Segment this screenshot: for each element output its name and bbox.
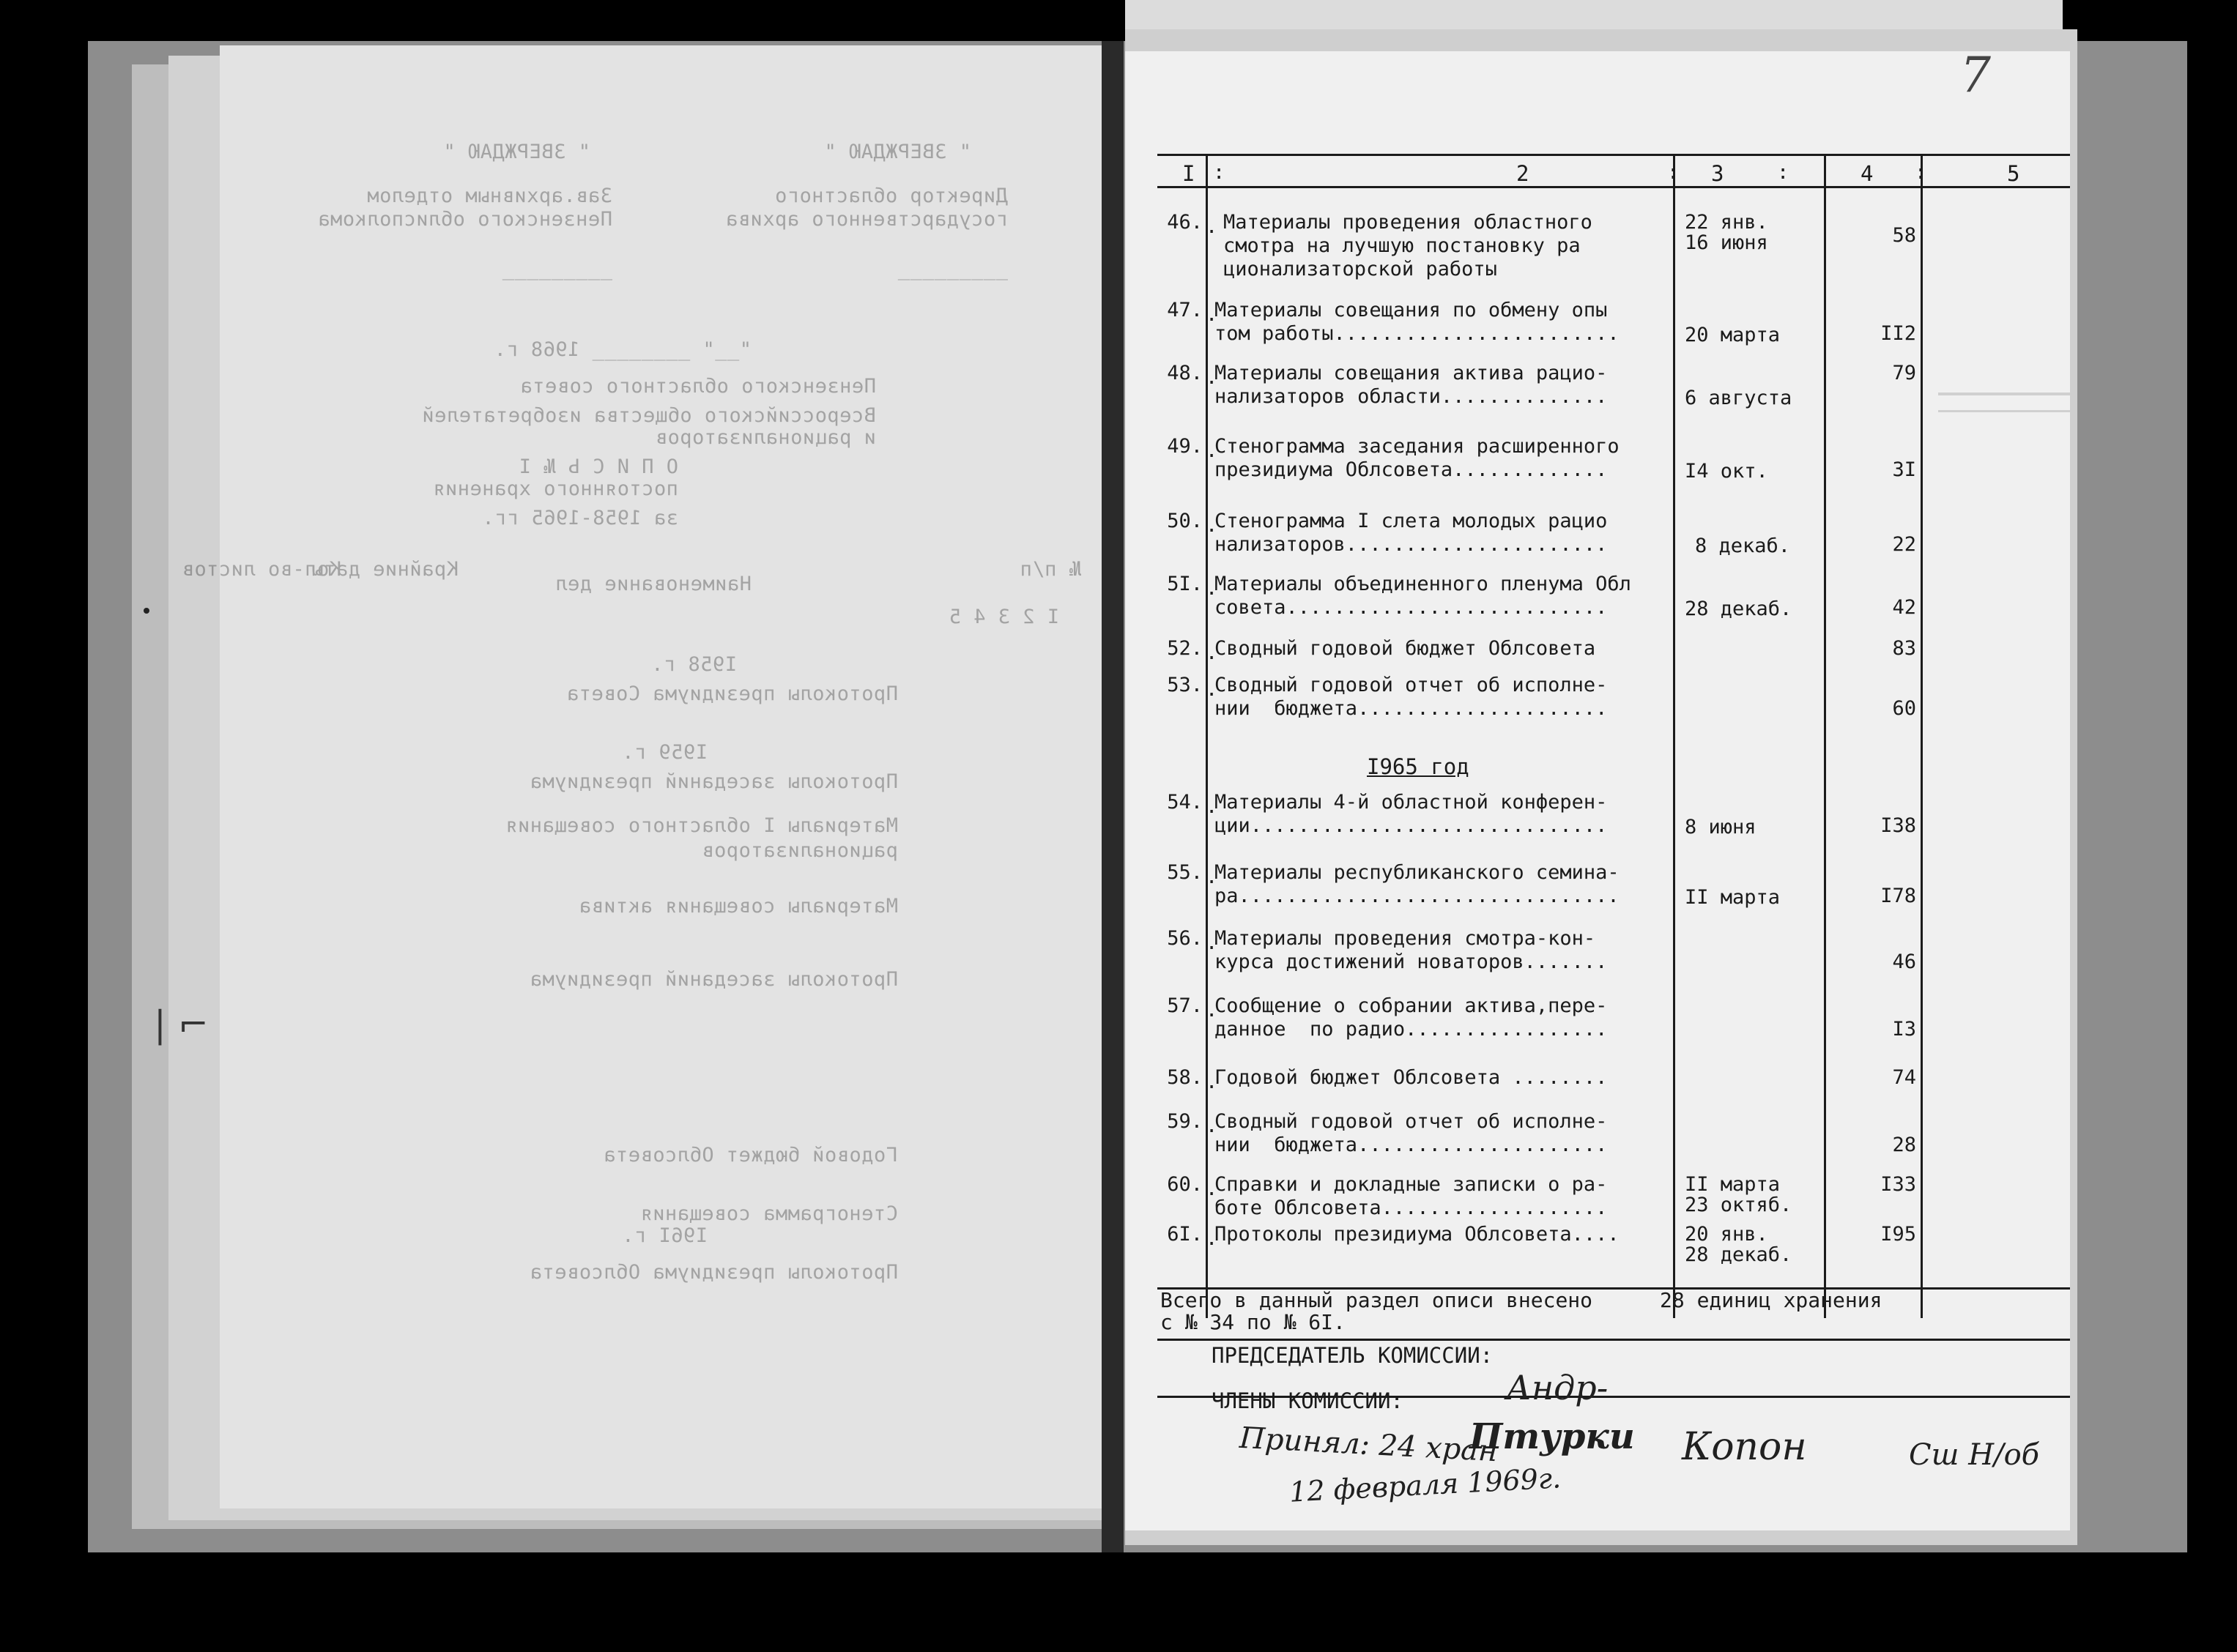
bleed-through-line: Наименование дел (554, 573, 752, 595)
signature-3: Копон (1682, 1425, 1807, 1469)
bleed-through-line: Протоколы президиума Совета (566, 682, 898, 705)
row-title-line: Сообщение о собрании актива,пере- (1214, 994, 1608, 1017)
total-rule (1157, 1339, 2070, 1341)
bleed-through-line: государственного архива (725, 208, 1008, 231)
bleed-through-line: Всероссийского общества изобретателей (422, 404, 876, 427)
col-header-1: I (1182, 161, 1195, 186)
row-title-line: ра................................ (1214, 885, 1620, 907)
row-number-dot: . (1206, 514, 1218, 537)
row-number: 58. (1167, 1066, 1203, 1089)
col-divider-1 (1206, 154, 1208, 1318)
bleed-through-line: О П И С Ь № I (519, 455, 678, 478)
bleed-through-line: "__" ________ 1968 г. (494, 338, 752, 361)
row-title-line: Стенограмма I слета молодых рацио (1214, 510, 1608, 532)
row-title-line: Сводный годовой отчет об исполне- (1214, 674, 1608, 696)
ghost-line (1938, 410, 2070, 412)
row-sheet-count: I38 (1880, 814, 1916, 837)
row-number-dot: . (1206, 866, 1218, 888)
margin-dot (144, 608, 149, 614)
bleed-through-line: Материалы I областного совещания (505, 814, 898, 837)
row-sheet-count: I3 (1892, 1018, 1916, 1041)
row-number-dot: . (1206, 439, 1218, 462)
row-number-dot: . (1206, 1115, 1218, 1137)
row-date: II марта (1685, 1173, 1781, 1196)
row-date: 16 июня (1685, 231, 1768, 254)
row-title-line: Сводный годовой отчет об исполне- (1214, 1110, 1608, 1133)
row-title-line: том работы........................ (1214, 322, 1620, 345)
bleed-through-line: Годовой бюджет Облсовета (603, 1144, 898, 1167)
bleed-through-line: I 2 3 4 5 (949, 606, 1059, 628)
row-number-dot: . (1206, 215, 1218, 238)
col-divider-2 (1673, 154, 1675, 1318)
row-date: II марта (1685, 886, 1781, 909)
corner-handwritten-note: Сш Н/об (1909, 1438, 2040, 1472)
bleed-through-line: Протоколы президиума Облсовета (530, 1261, 898, 1284)
row-sheet-count: 28 (1892, 1134, 1916, 1156)
row-number-dot: . (1206, 1071, 1218, 1093)
page-number: 7 (1960, 47, 1991, 103)
bleed-through-line: I96I г. (621, 1224, 708, 1247)
bleed-through-line: и рационализаторов (655, 426, 876, 449)
total-line-1: Всего в данный раздел описи внесено (1160, 1288, 1593, 1312)
row-number: 5I. (1167, 573, 1203, 595)
col-divider-3 (1824, 154, 1826, 1318)
row-title-line: нализаторов...................... (1214, 533, 1608, 556)
bleed-through-line: Зав.архивным отделом (366, 185, 612, 207)
row-title-line: Материалы проведения смотра-кон- (1214, 927, 1596, 950)
header-colon: : (1667, 161, 1680, 184)
commission-chair-label: ПРЕДСЕДАТЕЛЬ КОМИССИИ: (1212, 1343, 1494, 1368)
row-title-line: ционализаторской работы (1223, 258, 1497, 280)
header-colon: : (1777, 161, 1789, 184)
row-sheet-count: 79 (1892, 362, 1916, 384)
row-number: 49. (1167, 435, 1203, 458)
row-number-dot: . (1206, 999, 1218, 1022)
header-colon: : (1213, 161, 1225, 184)
row-date: 23 октяб. (1685, 1194, 1792, 1216)
row-title-line: курса достижений новаторов....... (1214, 950, 1608, 973)
row-title-line: Материалы проведения областного (1223, 211, 1592, 234)
row-title-line: боте Облсовета................... (1214, 1197, 1608, 1219)
row-number: 53. (1167, 674, 1203, 696)
bleed-through-line: Крайние даты (311, 558, 459, 581)
row-date: 8 декаб. (1695, 535, 1791, 557)
row-title-line: Стенограмма заседания расширенного (1214, 435, 1620, 458)
bleed-through-line: _________ (502, 258, 612, 280)
total-line-2: с № 34 по № 6I. (1160, 1310, 1346, 1334)
row-title-line: нии бюджета..................... (1214, 697, 1608, 720)
row-title-line: Материалы республиканского семина- (1214, 861, 1620, 884)
row-number: 56. (1167, 927, 1203, 950)
row-number-dot: . (1206, 1227, 1218, 1250)
right-page (1125, 47, 2070, 1530)
col-header-2: 2 (1516, 161, 1529, 186)
row-number-dot: . (1206, 1177, 1218, 1200)
row-sheet-count: 42 (1892, 596, 1916, 619)
bleed-through-line: Материалы совещания актива (579, 895, 898, 918)
row-title-line: Материалы 4-й областной конферен- (1214, 791, 1608, 814)
col-divider-4 (1921, 154, 1923, 1318)
book-spine (1102, 41, 1124, 1552)
row-date: 28 декаб. (1685, 1243, 1792, 1266)
left-page (182, 45, 1118, 1508)
bleed-through-line: № п/п (1020, 558, 1081, 581)
row-title-line: совета........................... (1214, 596, 1608, 619)
bleed-through-line: Протоколы заседаний президиума (530, 770, 898, 793)
row-number: 57. (1167, 994, 1203, 1017)
row-title-line: президиума Облсовета............. (1214, 458, 1608, 481)
signature-2: Птурки (1469, 1416, 1635, 1457)
row-number: 60. (1167, 1173, 1203, 1196)
left-page-bleed-through (182, 45, 1118, 1508)
bleed-through-line: Пензенского облисполкома (317, 208, 612, 231)
bleed-through-line: Протоколы заседаний президиума (530, 968, 898, 991)
row-sheet-count: 22 (1892, 533, 1916, 556)
acceptance-note-line-2: 12 февраля 1969г. (1288, 1462, 1562, 1508)
row-date: 20 янв. (1685, 1223, 1768, 1246)
bleed-through-line: " ЗВЕРЖДАЮ " (442, 141, 590, 163)
row-sheet-count: 60 (1892, 697, 1916, 720)
row-number: 50. (1167, 510, 1203, 532)
row-number: 46. (1167, 211, 1203, 234)
row-sheet-count: 74 (1892, 1066, 1916, 1089)
total-units: 28 единиц хранения (1660, 1288, 1882, 1312)
row-title-line: ции.............................. (1214, 814, 1608, 837)
row-sheet-count: 46 (1892, 950, 1916, 973)
col-header-4: 4 (1861, 161, 1874, 186)
row-title-line: Сводный годовой бюджет Облсовета (1214, 637, 1596, 660)
bleed-through-line: рационализаторов (701, 839, 898, 862)
bleed-through-line: за 1958-1965 гг. (481, 507, 678, 529)
row-number: 48. (1167, 362, 1203, 384)
row-title-line: нии бюджета..................... (1214, 1134, 1608, 1156)
row-sheet-count: 58 (1892, 224, 1916, 247)
acceptance-note-line-1: Принял: 24 хран (1239, 1421, 1499, 1469)
row-number-dot: . (1206, 366, 1218, 389)
bleed-through-line: " ЗВЕРЖДАЮ " (823, 141, 971, 163)
row-title-line: смотра на лучшую постановку ра (1223, 234, 1581, 257)
year-heading: I965 год (1367, 754, 1469, 779)
row-date: 8 июня (1685, 816, 1756, 838)
bleed-through-line: постоянного хранения (432, 477, 678, 500)
row-sheet-count: I33 (1880, 1173, 1916, 1196)
row-date: 22 янв. (1685, 211, 1768, 234)
row-number-dot: . (1206, 931, 1218, 954)
row-sheet-count: 3I (1892, 458, 1916, 481)
row-number-dot: . (1206, 678, 1218, 701)
row-number-dot: . (1206, 303, 1218, 326)
row-title-line: Материалы совещания по обмену опы (1214, 299, 1608, 321)
row-number: 47. (1167, 299, 1203, 321)
row-number-dot: . (1206, 577, 1218, 600)
table-header-rule (1157, 186, 2070, 188)
row-number: 52. (1167, 637, 1203, 660)
row-number: 6I. (1167, 1223, 1203, 1246)
bleed-through-line: I959 г. (621, 741, 708, 764)
row-title-line: Справки и докладные записки о ра- (1214, 1173, 1608, 1196)
margin-mark: | ⌐ (154, 1003, 209, 1046)
row-number-dot: . (1206, 641, 1218, 664)
col-header-5: 5 (2007, 161, 2020, 186)
bleed-through-line: _________ (897, 258, 1008, 280)
row-sheet-count: I78 (1880, 885, 1916, 907)
row-title-line: Годовой бюджет Облсовета ........ (1214, 1066, 1608, 1089)
row-date: 6 августа (1685, 387, 1792, 409)
row-sheet-count: I95 (1880, 1223, 1916, 1246)
row-date: 20 марта (1685, 324, 1781, 346)
row-title-line: Материалы объединенного пленума Обл (1214, 573, 1631, 595)
bleed-through-line: Кол-во листов (182, 558, 341, 581)
row-number: 54. (1167, 791, 1203, 814)
bleed-through-line: I958 г. (650, 653, 737, 676)
row-number-dot: . (1206, 795, 1218, 818)
bleed-through-line: Стенограмма совещания (640, 1202, 898, 1225)
row-sheet-count: II2 (1880, 322, 1916, 345)
row-number: 59. (1167, 1110, 1203, 1133)
table-top-rule (1157, 154, 2070, 156)
ghost-line (1938, 392, 2070, 395)
row-number: 55. (1167, 861, 1203, 884)
bleed-through-line: Директор областного (774, 185, 1008, 207)
row-sheet-count: 83 (1892, 637, 1916, 660)
row-title-line: данное по радио................. (1214, 1018, 1608, 1041)
row-title-line: нализаторов области.............. (1214, 385, 1608, 408)
row-title-line: Протоколы президиума Облсовета.... (1214, 1223, 1620, 1246)
bleed-through-line: Пензенского областного совета (520, 375, 876, 398)
header-colon: : (1915, 161, 1927, 184)
row-title-line: Материалы совещания актива рацио- (1214, 362, 1608, 384)
row-date: 28 декаб. (1685, 598, 1792, 620)
col-header-3: 3 (1711, 161, 1724, 186)
signature-1: Андр- (1506, 1368, 1609, 1407)
commission-members-label: ЧЛЕНЫ КОМИССИИ: (1212, 1388, 1403, 1413)
row-date: I4 окт. (1685, 460, 1768, 483)
